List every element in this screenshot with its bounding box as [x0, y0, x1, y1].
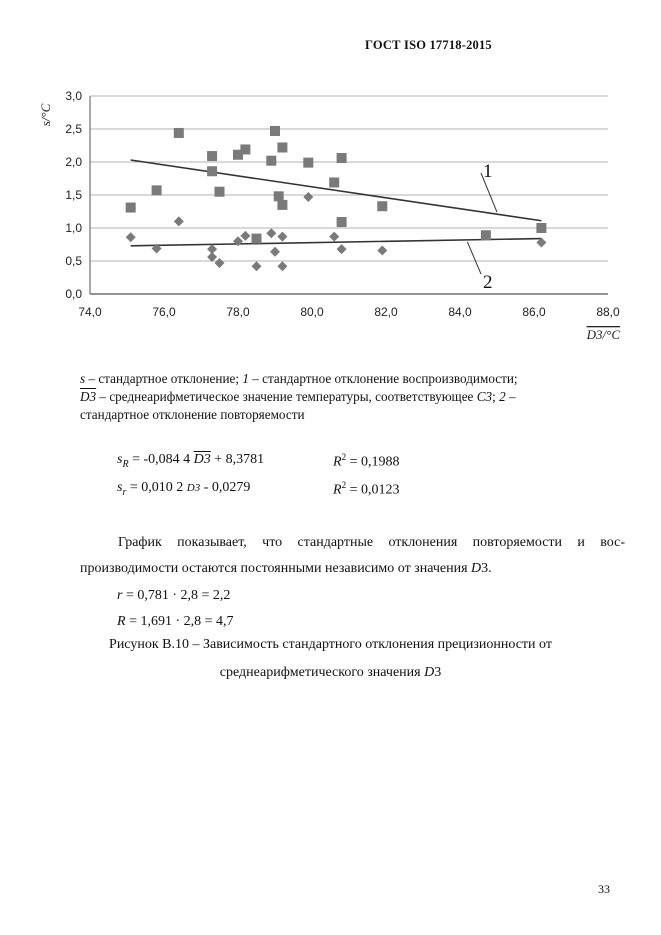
legend-d3-symbol: D3: [80, 389, 97, 404]
y-tick-label: 1,5: [65, 188, 82, 202]
body-paragraph: [80, 530, 625, 582]
diamond-point: [174, 216, 184, 226]
square-point: [207, 151, 217, 161]
calc-r-expr: = 0,781 · 2,8 = 2,2: [122, 588, 231, 603]
square-point: [207, 166, 217, 176]
x-tick-label: 80,0: [300, 305, 324, 319]
legend-d3-desc: – среднеарифметическое значение температуры, соответствующее: [96, 389, 477, 404]
square-point: [270, 126, 280, 136]
caption-line-2-var: D: [424, 665, 435, 680]
y-tick-label: 1,0: [65, 221, 82, 235]
square-point: [303, 158, 313, 168]
x-tick-label: 82,0: [374, 305, 398, 319]
square-point: [152, 185, 162, 195]
legend-line-1: [80, 370, 625, 388]
data-points: [126, 126, 547, 271]
formula-sR: [117, 452, 264, 470]
para-line-2-var: D: [471, 561, 482, 576]
y-axis-label: s/°C: [38, 103, 53, 127]
square-point: [252, 234, 262, 244]
y-tick-labels: [65, 89, 82, 301]
trend-2-label: 2: [483, 272, 493, 293]
calc-r-symbol: r: [117, 588, 123, 603]
diamond-point: [252, 261, 262, 271]
para-line-2-end: 3.: [481, 561, 492, 576]
legend-2-symbol: 2: [499, 389, 506, 404]
formula-sr-r2-value: = 0,0123: [346, 482, 400, 498]
caption-line-2-text: среднеарифметического значения: [219, 665, 425, 680]
para-line-1: График показывает, что стандартные отклонения повторяемости и вос-: [118, 535, 625, 550]
formula-sr: [117, 480, 250, 498]
y-tick-label: 3,0: [65, 89, 82, 103]
trend-2-leader: [467, 242, 481, 274]
formula-sr-var: D3: [186, 482, 201, 494]
formula-sr-eq: = 0,010 2: [126, 480, 187, 495]
figure-caption-line-2: [0, 665, 661, 681]
para-line-2: [80, 556, 625, 582]
calc-R: [117, 609, 234, 635]
square-point: [266, 156, 276, 166]
calc-R-symbol: R: [117, 614, 126, 629]
x-axis-label: D3/°C: [586, 327, 620, 342]
diamond-point: [207, 252, 217, 262]
y-tick-label: 2,5: [65, 122, 82, 136]
diamond-point: [215, 258, 225, 268]
square-point: [174, 128, 184, 138]
scatter-chart: [30, 80, 630, 345]
formula-sr-sub: r: [122, 486, 127, 498]
formula-sR-eq: = -0,084 4: [128, 452, 194, 467]
y-tick-label: 2,0: [65, 155, 82, 169]
square-point: [337, 217, 347, 227]
formula-sr-r2-symbol: R: [333, 482, 342, 498]
calc-R-expr: = 1,691 · 2,8 = 4,7: [125, 614, 234, 629]
para-line-2-text: производимости остаются постоянными независимо от значения: [80, 561, 472, 576]
formula-sR-sub: R: [122, 458, 129, 470]
diamond-point: [126, 232, 136, 242]
formula-sR-lhs: s: [117, 452, 123, 467]
legend-1-symbol: 1: [242, 371, 249, 386]
x-tick-label: 86,0: [522, 305, 546, 319]
page-number: 33: [598, 882, 610, 896]
formula-sR-r2-exp: 2: [341, 452, 347, 462]
caption-line-2-end: 3: [434, 665, 442, 680]
square-point: [277, 200, 287, 210]
diamond-point: [277, 261, 287, 271]
legend-c3-symbol: C3: [476, 389, 493, 404]
diamond-point: [266, 228, 276, 238]
legend-2-desc: –: [505, 389, 516, 404]
figure-legend: [80, 370, 625, 424]
square-point: [377, 201, 387, 211]
square-point: [126, 203, 136, 213]
formula-sR-r2: [333, 452, 399, 471]
y-tick-label: 0,5: [65, 254, 82, 268]
trend-1-label: 1: [483, 161, 493, 182]
legend-sep: ;: [492, 389, 500, 404]
figure-caption-line-1: Рисунок В.10 – Зависимость стандартного отклонения прецизионности от: [109, 637, 552, 652]
x-tick-label: 76,0: [152, 305, 176, 319]
diamond-point: [240, 231, 250, 241]
x-tick-labels: [78, 305, 620, 319]
formula-sr-r2-exp: 2: [341, 480, 347, 490]
chart-grid: [90, 96, 608, 294]
square-point: [329, 177, 339, 187]
square-point: [274, 191, 284, 201]
legend-line-3: стандартное отклонение повторяемости: [80, 407, 305, 422]
legend-1-desc: – стандартное отклонение воспроизводимости;: [248, 371, 518, 386]
diamond-point: [270, 247, 280, 257]
square-point: [536, 223, 546, 233]
calc-r: [117, 583, 230, 609]
formula-sR-r2-value: = 0,1988: [346, 454, 400, 470]
square-point: [240, 144, 250, 154]
diamond-point: [277, 232, 287, 242]
y-tick-label: 0,0: [65, 287, 82, 301]
formula-sR-var: D3: [193, 452, 211, 467]
legend-line-2: [80, 388, 625, 406]
trend-line-1: [131, 160, 542, 221]
legend-s-desc: – стандартное отклонение;: [85, 371, 243, 386]
formula-sr-rest: - 0,0279: [200, 480, 251, 495]
formula-sR-r2-symbol: R: [333, 454, 342, 470]
square-point: [337, 153, 347, 163]
x-tick-label: 74,0: [78, 305, 102, 319]
x-tick-label: 78,0: [226, 305, 250, 319]
formula-sr-lhs: s: [117, 480, 123, 495]
square-point: [277, 142, 287, 152]
x-tick-label: 88,0: [596, 305, 620, 319]
square-point: [215, 187, 225, 197]
diamond-point: [329, 232, 339, 242]
diamond-point: [377, 245, 387, 255]
diamond-point: [337, 244, 347, 254]
formula-sR-rest: + 8,3781: [210, 452, 265, 467]
x-tick-label: 84,0: [448, 305, 472, 319]
formula-sr-r2: [333, 480, 399, 499]
diamond-point: [303, 192, 313, 202]
legend-s-symbol: s: [80, 371, 86, 386]
document-header: ГОСТ ISO 17718-2015: [365, 38, 492, 52]
